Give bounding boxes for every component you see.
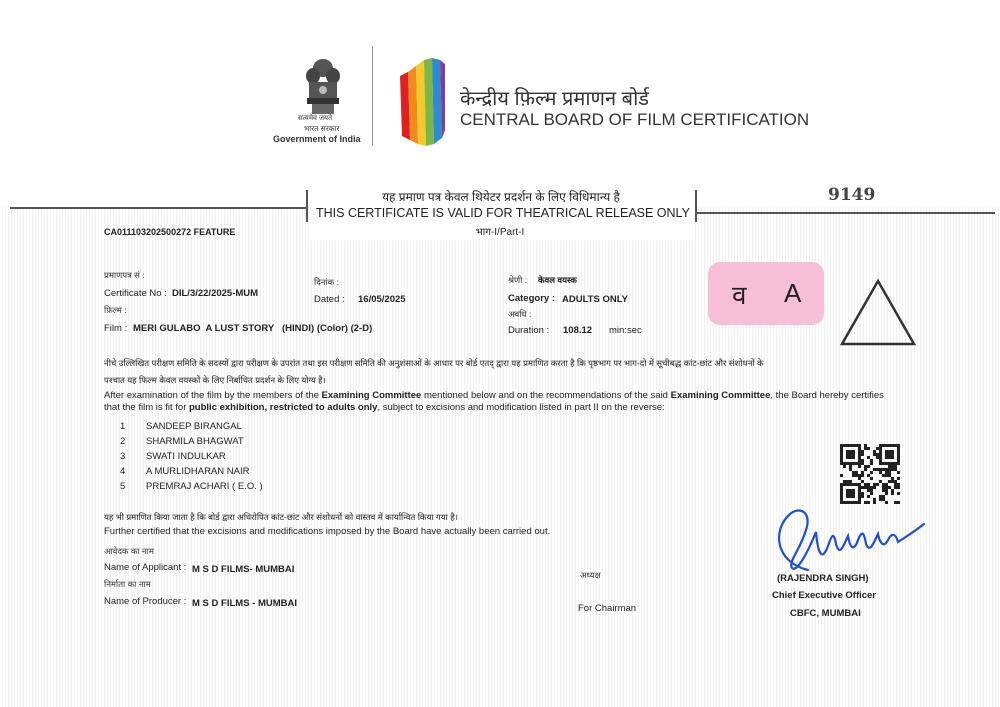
producer-label-hindi: निर्माता का नाम bbox=[104, 579, 151, 589]
category-value: ADULTS ONLY bbox=[562, 294, 628, 305]
rating-letter: A bbox=[784, 278, 802, 308]
duration-value: 108.12 bbox=[563, 325, 593, 336]
statement-hindi-1: नीचे उल्लिखित परीक्षण समिति के सदस्यों द्वारा परीक्षण के उपरांत तथा इस परीक्षण समिति की अनुशंसाओं के आधार पर बोर्ड एतद् द्वारा यह प्रमाणित करता है कि पृष्ठभाग पर भाग-दो में सूचीबद्ध कांट-छांट और संशोधनों के bbox=[104, 358, 764, 368]
signature bbox=[770, 500, 930, 580]
board-name-hindi: केन्द्रीय फ़िल्म प्रमाणन बोर्ड bbox=[460, 88, 649, 110]
producer-label: Name of Producer : bbox=[104, 596, 187, 607]
duration-label-hindi: अवधि : bbox=[508, 309, 532, 319]
member-name: PREMRAJ ACHARI ( E.O. ) bbox=[146, 481, 263, 492]
emblem-icon bbox=[298, 56, 348, 118]
national-emblem bbox=[298, 56, 348, 118]
banner-tick-right bbox=[695, 190, 697, 222]
statement-bold-c: public exhibition, restricted to adults only bbox=[189, 402, 378, 413]
header-divider bbox=[372, 46, 373, 146]
statement-text-d: that the film is fit for bbox=[104, 402, 189, 413]
category-label: Category : bbox=[508, 293, 555, 304]
cbfc-logo bbox=[398, 56, 446, 148]
board-name-english: CENTRAL BOARD OF FILM CERTIFICATION bbox=[460, 110, 810, 129]
date-label: Dated : bbox=[314, 294, 345, 305]
applicant-label: Name of Applicant : bbox=[104, 562, 187, 573]
banner-english: THIS CERTIFICATE IS VALID FOR THEATRICAL RELEASE ONLY bbox=[316, 206, 690, 220]
applicant-value: M S D FILMS- MUMBAI bbox=[192, 564, 295, 575]
date-label-hindi: दिनांक : bbox=[314, 277, 339, 287]
statement-text-b: mentioned below and on the recommendations of the said bbox=[421, 390, 671, 401]
statement-text-e: , subject to excisions and modification listed in part II on the reverse: bbox=[377, 402, 665, 413]
further-english: Further certified that the excisions and modifications imposed by the Board have actually been carried out. bbox=[104, 526, 551, 537]
statement-english-2 bbox=[104, 402, 665, 414]
member-number: 5 bbox=[120, 481, 126, 492]
rating-box bbox=[708, 262, 824, 325]
triangle-icon bbox=[838, 276, 918, 348]
rating-triangle bbox=[838, 276, 918, 348]
category-label-hindi: श्रेणी : bbox=[508, 275, 528, 285]
category-value-hindi: केवल वयस्क bbox=[538, 275, 577, 285]
member-number: 1 bbox=[120, 421, 126, 432]
gov-english: Government of India bbox=[273, 134, 361, 144]
banner-rule-left bbox=[10, 207, 307, 209]
chairman-english: For Chairman bbox=[578, 603, 637, 614]
statement-text-c: , the Board hereby certifies bbox=[770, 390, 884, 401]
statement-bold-b: Examining Committee bbox=[670, 390, 771, 401]
gov-hindi: भारत सरकार bbox=[304, 124, 340, 133]
film-label: Film : bbox=[104, 323, 128, 334]
banner-part: भाग-I/Part-I bbox=[475, 227, 525, 238]
member-number: 2 bbox=[120, 436, 126, 447]
statement-text-a: After examination of the film by the members of the bbox=[104, 390, 322, 401]
signatory-name: (RAJENDRA SINGH) bbox=[777, 573, 869, 584]
reference-number: CA011103202500272 FEATURE bbox=[104, 227, 236, 237]
member-name: SHARMILA BHAGWAT bbox=[146, 436, 244, 447]
producer-value: M S D FILMS - MUMBAI bbox=[192, 598, 298, 609]
banner-tick-left bbox=[306, 190, 308, 222]
member-number: 4 bbox=[120, 466, 126, 477]
banner-rule-right bbox=[695, 212, 995, 214]
film-label-hindi: फ़िल्म : bbox=[104, 305, 127, 315]
qr-code bbox=[840, 444, 900, 504]
member-name: A MURLIDHARAN NAIR bbox=[146, 466, 250, 477]
emblem-motto: सत्यमेव जयते bbox=[298, 115, 333, 122]
signatory-title: Chief Executive Officer bbox=[772, 590, 877, 601]
duration-label: Duration : bbox=[508, 325, 550, 336]
cbfc-logo-icon bbox=[398, 56, 446, 148]
statement-english-1 bbox=[104, 390, 884, 402]
member-name: SWATI INDULKAR bbox=[146, 451, 226, 462]
member-number: 3 bbox=[120, 451, 126, 462]
qr-code-icon bbox=[840, 444, 900, 504]
statement-bold-a: Examining Committee bbox=[321, 390, 422, 401]
date-value: 16/05/2025 bbox=[358, 294, 406, 305]
rating-hindi: व bbox=[732, 280, 747, 310]
statement-hindi-2: पश्चात यह फिल्म केवल वयस्कों के लिए निर्बाधित प्रदर्शन के लिए योग्य है। bbox=[104, 375, 326, 385]
film-value: MERI GULABO A LUST STORY (HINDI) (Color) (2-D) bbox=[133, 323, 373, 334]
cert-no-value: DIL/3/22/2025-MUM bbox=[172, 288, 259, 299]
cert-no-label-hindi: प्रमाणपत्र सं : bbox=[104, 270, 145, 280]
serial-number: 9149 bbox=[828, 185, 876, 205]
banner-hindi: यह प्रमाण पत्र केवल थियेटर प्रदर्शन के लिए विधिमान्य है bbox=[382, 190, 620, 204]
member-name: SANDEEP BIRANGAL bbox=[146, 421, 242, 432]
signature-icon bbox=[770, 500, 930, 580]
cert-no-label: Certificate No : bbox=[104, 288, 167, 299]
chairman-hindi: अध्यक्ष bbox=[580, 570, 601, 580]
applicant-label-hindi: आवेदक का नाम bbox=[104, 546, 154, 556]
duration-unit: min:sec bbox=[609, 325, 642, 336]
signatory-office: CBFC, MUMBAI bbox=[790, 608, 861, 619]
further-hindi: यह भी प्रमाणित किया जाता है कि बोर्ड द्वारा अधिरोपित कांट-छांट और संशोधनों को वास्तव में कार्यान्वित किया गया है। bbox=[104, 512, 458, 522]
